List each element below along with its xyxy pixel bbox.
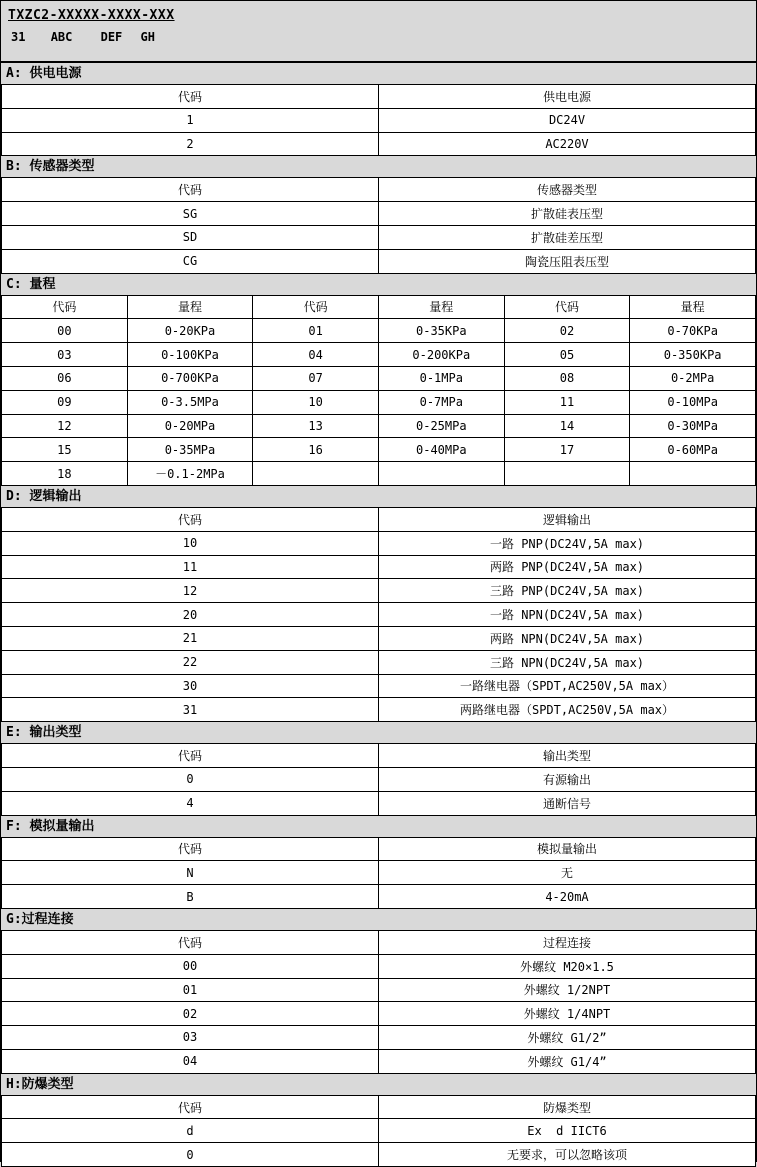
table-cell: 通断信号 [379,791,756,815]
table-cell: 11 [2,555,379,579]
table-row [2,1143,756,1167]
table-cell: 0-1MPa [378,366,504,390]
table-row [2,626,756,650]
table-cell: B [2,885,379,909]
table-row [2,555,756,579]
table-cell: 30 [2,674,379,698]
table-cell: 0-3.5MPa [127,390,253,414]
section-C-table [1,295,756,486]
table-cell: 扩散硅表压型 [379,202,756,226]
table-row [2,767,756,791]
column-header: 代码 [2,1095,379,1119]
table-cell: 0-100KPa [127,343,253,367]
table-row [2,603,756,627]
table-row [2,390,756,414]
table-cell: 17 [504,438,630,462]
table-cell: 两路继电器（SPDT,AC250V,5A max） [379,698,756,722]
table-cell: 0 [2,1143,379,1167]
table-cell: 0-200KPa [378,343,504,367]
table-cell: 03 [2,1026,379,1050]
table-row [2,579,756,603]
table-cell: 15 [2,438,128,462]
table-row [2,674,756,698]
table-cell: 10 [2,531,379,555]
table-cell: 06 [2,366,128,390]
table-row [2,1049,756,1073]
table-cell: 02 [504,319,630,343]
model-number: TXZC2-XXXXX-XXXX-XXX [8,8,175,23]
section-header: B: 传感器类型 [1,156,756,177]
column-header: 代码 [2,837,379,861]
table-row [2,698,756,722]
table-cell [630,462,756,486]
section-B-table [1,177,756,273]
table-cell: 0-35MPa [127,438,253,462]
table-cell: 无要求，可以忽略该项 [379,1143,756,1167]
table-cell [504,462,630,486]
code-segment-b: ABC [50,30,73,44]
table-cell: 外螺纹 G1/2” [379,1026,756,1050]
table-cell: SG [2,202,379,226]
column-header: 代码 [504,295,630,319]
table-cell: 0-20MPa [127,414,253,438]
column-header: 代码 [2,295,128,319]
table-row [2,414,756,438]
table-cell: 扩散硅差压型 [379,225,756,249]
table-cell: 07 [253,366,379,390]
column-header: 输出类型 [379,744,756,768]
table-row [2,343,756,367]
table-row [2,202,756,226]
table-cell: 0-2MPa [630,366,756,390]
table-cell: 两路 NPN(DC24V,5A max) [379,626,756,650]
sections-container [1,63,756,1167]
table-cell: 00 [2,954,379,978]
table-cell: 一路 NPN(DC24V,5A max) [379,603,756,627]
table-cell: 外螺纹 M20×1.5 [379,954,756,978]
table-row [2,225,756,249]
table-row [2,108,756,132]
section-E [1,722,756,815]
table-cell: 11 [504,390,630,414]
table-cell: 一路 PNP(DC24V,5A max) [379,531,756,555]
table-cell: 陶瓷压阻表压型 [379,249,756,273]
table-cell: 一路继电器（SPDT,AC250V,5A max） [379,674,756,698]
table-cell: 0-40MPa [378,438,504,462]
table-cell: 2 [2,132,379,156]
column-header-row [2,930,756,954]
section-C [1,274,756,486]
table-cell: 0-25MPa [378,414,504,438]
table-row [2,861,756,885]
section-header: H:防爆类型 [1,1074,756,1095]
table-row [2,1002,756,1026]
table-cell: 08 [504,366,630,390]
column-header: 代码 [253,295,379,319]
table-cell: N [2,861,379,885]
table-cell: 0-20KPa [127,319,253,343]
table-cell: 31 [2,698,379,722]
table-cell: 4 [2,791,379,815]
table-cell: 13 [253,414,379,438]
table-cell: 0-7MPa [378,390,504,414]
table-cell: 0 [2,767,379,791]
table-cell: 02 [2,1002,379,1026]
section-H-table [1,1095,756,1167]
column-header-row [2,178,756,202]
column-header: 防爆类型 [379,1095,756,1119]
table-cell: 20 [2,603,379,627]
table-cell: 4-20mA [379,885,756,909]
table-row [2,791,756,815]
table-row [2,438,756,462]
section-A [1,63,756,156]
column-header: 代码 [2,85,379,109]
table-cell: CG [2,249,379,273]
table-row [2,132,756,156]
column-header: 供电电源 [379,85,756,109]
section-B [1,156,756,273]
table-cell: 0-60MPa [630,438,756,462]
section-A-table [1,84,756,156]
table-row [2,1119,756,1143]
code-example-line [8,30,756,44]
section-G-table [1,930,756,1074]
column-header-row [2,1095,756,1119]
table-cell: 0-700KPa [127,366,253,390]
column-header: 量程 [127,295,253,319]
column-header-row [2,507,756,531]
table-cell: 16 [253,438,379,462]
table-cell: 0-30MPa [630,414,756,438]
code-segment-d: GH [140,30,155,44]
column-header: 代码 [2,744,379,768]
table-cell: －0.1-2MPa [127,462,253,486]
column-header: 代码 [2,507,379,531]
column-header: 量程 [378,295,504,319]
section-header: G:过程连接 [1,909,756,930]
title-block [1,1,756,63]
table-cell: 14 [504,414,630,438]
table-cell: 12 [2,414,128,438]
column-header-row [2,837,756,861]
table-cell: 01 [253,319,379,343]
column-header-row [2,295,756,319]
section-header: C: 量程 [1,274,756,295]
table-row [2,249,756,273]
column-header-row [2,744,756,768]
table-cell: 01 [2,978,379,1002]
table-cell: 18 [2,462,128,486]
section-D [1,486,756,722]
column-header: 模拟量输出 [379,837,756,861]
table-cell: 00 [2,319,128,343]
table-cell: 外螺纹 G1/4” [379,1049,756,1073]
table-cell: 04 [253,343,379,367]
column-header: 逻辑输出 [379,507,756,531]
column-header: 传感器类型 [379,178,756,202]
table-row [2,366,756,390]
table-cell: 0-35KPa [378,319,504,343]
column-header-row [2,85,756,109]
table-cell: 外螺纹 1/4NPT [379,1002,756,1026]
table-cell: 外螺纹 1/2NPT [379,978,756,1002]
table-cell: 0-70KPa [630,319,756,343]
table-row [2,462,756,486]
section-G [1,909,756,1074]
table-row [2,650,756,674]
table-cell: 04 [2,1049,379,1073]
table-cell: 1 [2,108,379,132]
table-cell: 12 [2,579,379,603]
table-cell: 0-350KPa [630,343,756,367]
table-row [2,1026,756,1050]
table-cell: Ex d IICT6 [379,1119,756,1143]
table-cell: 0-10MPa [630,390,756,414]
section-E-table [1,743,756,815]
section-header: E: 输出类型 [1,722,756,743]
table-cell: 10 [253,390,379,414]
table-cell: d [2,1119,379,1143]
table-cell: 三路 NPN(DC24V,5A max) [379,650,756,674]
table-row [2,978,756,1002]
table-row [2,954,756,978]
table-cell: SD [2,225,379,249]
column-header: 代码 [2,930,379,954]
table-cell [253,462,379,486]
table-cell: DC24V [379,108,756,132]
table-row [2,319,756,343]
table-row [2,531,756,555]
table-row [2,885,756,909]
section-D-table [1,507,756,722]
table-cell: 09 [2,390,128,414]
column-header: 量程 [630,295,756,319]
column-header: 过程连接 [379,930,756,954]
table-cell: AC220V [379,132,756,156]
table-cell: 三路 PNP(DC24V,5A max) [379,579,756,603]
table-cell: 有源输出 [379,767,756,791]
table-cell [378,462,504,486]
section-H [1,1074,756,1167]
code-segment-c: DEF [100,30,123,44]
table-cell: 22 [2,650,379,674]
table-cell: 两路 PNP(DC24V,5A max) [379,555,756,579]
table-cell: 05 [504,343,630,367]
section-header: F: 模拟量输出 [1,816,756,837]
table-cell: 21 [2,626,379,650]
table-cell: 无 [379,861,756,885]
section-header: D: 逻辑输出 [1,486,756,507]
table-cell: 03 [2,343,128,367]
section-F [1,816,756,909]
section-F-table [1,837,756,909]
section-header: A: 供电电源 [1,63,756,84]
column-header: 代码 [2,178,379,202]
code-segment-a: 31 [11,30,26,44]
